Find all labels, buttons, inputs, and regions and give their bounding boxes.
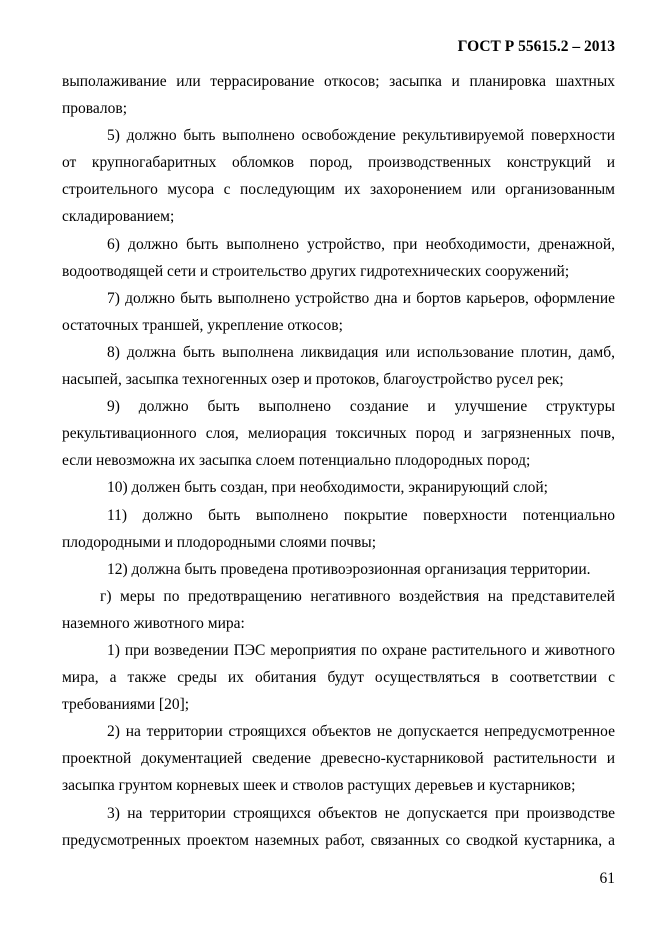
- paragraph-line: плодородными и плодородными слоями почвы;: [62, 533, 377, 551]
- paragraph-line: проектной документацией сведение древесно-кустарниковой растительности и: [62, 750, 615, 768]
- paragraph-line: от крупногабаритных обломков пород, производственных конструкций и: [62, 154, 615, 172]
- paragraph-line: строительного мусора с последующим их захоронением или организованным: [62, 181, 615, 199]
- paragraph-line: остаточных траншей, укрепление откосов;: [62, 316, 343, 334]
- paragraph-line: 3) на территории строящихся объектов не допускается при производстве: [107, 804, 615, 822]
- paragraph-line: 6) должно быть выполнено устройство, при необходимости, дренажной,: [107, 235, 615, 253]
- paragraph-line: наземного животного мира:: [62, 614, 245, 632]
- paragraph-line: 5) должно быть выполнено освобождение рекультивируемой поверхности: [107, 127, 615, 145]
- paragraph-line: требованиями [20];: [62, 696, 190, 714]
- paragraph-line: 9) должно быть выполнено создание и улучшение структуры: [107, 398, 615, 416]
- paragraph-line: 11) должно быть выполнено покрытие поверхности потенциально: [107, 506, 615, 524]
- paragraph-line: выполаживание или террасирование откосов; засыпка и планировка шахтных: [62, 73, 615, 90]
- paragraph-line: 10) должен быть создан, при необходимости, экранирующий слой;: [107, 479, 548, 497]
- paragraph-line: 12) должна быть проведена противоэрозионная организация территории.: [107, 560, 591, 578]
- paragraph-line: складированием;: [62, 208, 175, 226]
- paragraph-line: насыпей, засыпка техногенных озер и протоков, благоустройство русел рек;: [62, 371, 564, 389]
- page-number: 61: [599, 870, 615, 887]
- paragraph-line: г) меры по предотвращению негативного воздействия на представителей: [100, 587, 615, 605]
- paragraph-line: 8) должна быть выполнена ликвидация или использование плотин, дамб,: [107, 343, 615, 361]
- document-body: [62, 68, 615, 854]
- paragraph-line: 2) на территории строящихся объектов не допускается непредусмотренное: [107, 723, 615, 741]
- paragraph-line: если невозможна их засыпка слоем потенциально плодородных пород;: [62, 452, 531, 470]
- document-header: ГОСТ Р 55615.2 – 2013: [457, 38, 615, 55]
- paragraph-line: рекультивационного слоя, мелиорация токсичных пород и загрязненных почв,: [62, 425, 615, 443]
- paragraph-line: водоотводящей сети и строительство других гидротехнических сооружений;: [62, 262, 570, 280]
- paragraph-line: 7) должно быть выполнено устройство дна и бортов карьеров, оформление: [107, 289, 615, 307]
- paragraph-line: засыпка грунтом корневых шеек и стволов растущих деревьев и кустарников;: [62, 777, 576, 795]
- paragraph-line: провалов;: [62, 100, 128, 118]
- paragraph-line: 1) при возведении ПЭС мероприятия по охране растительного и животного: [107, 641, 615, 659]
- paragraph-line: мира, а также среды их обитания будут осуществляться в соответствии с: [62, 669, 615, 687]
- paragraph-line: предусмотренных проектом наземных работ, связанных со сводкой кустарника, а: [62, 831, 615, 849]
